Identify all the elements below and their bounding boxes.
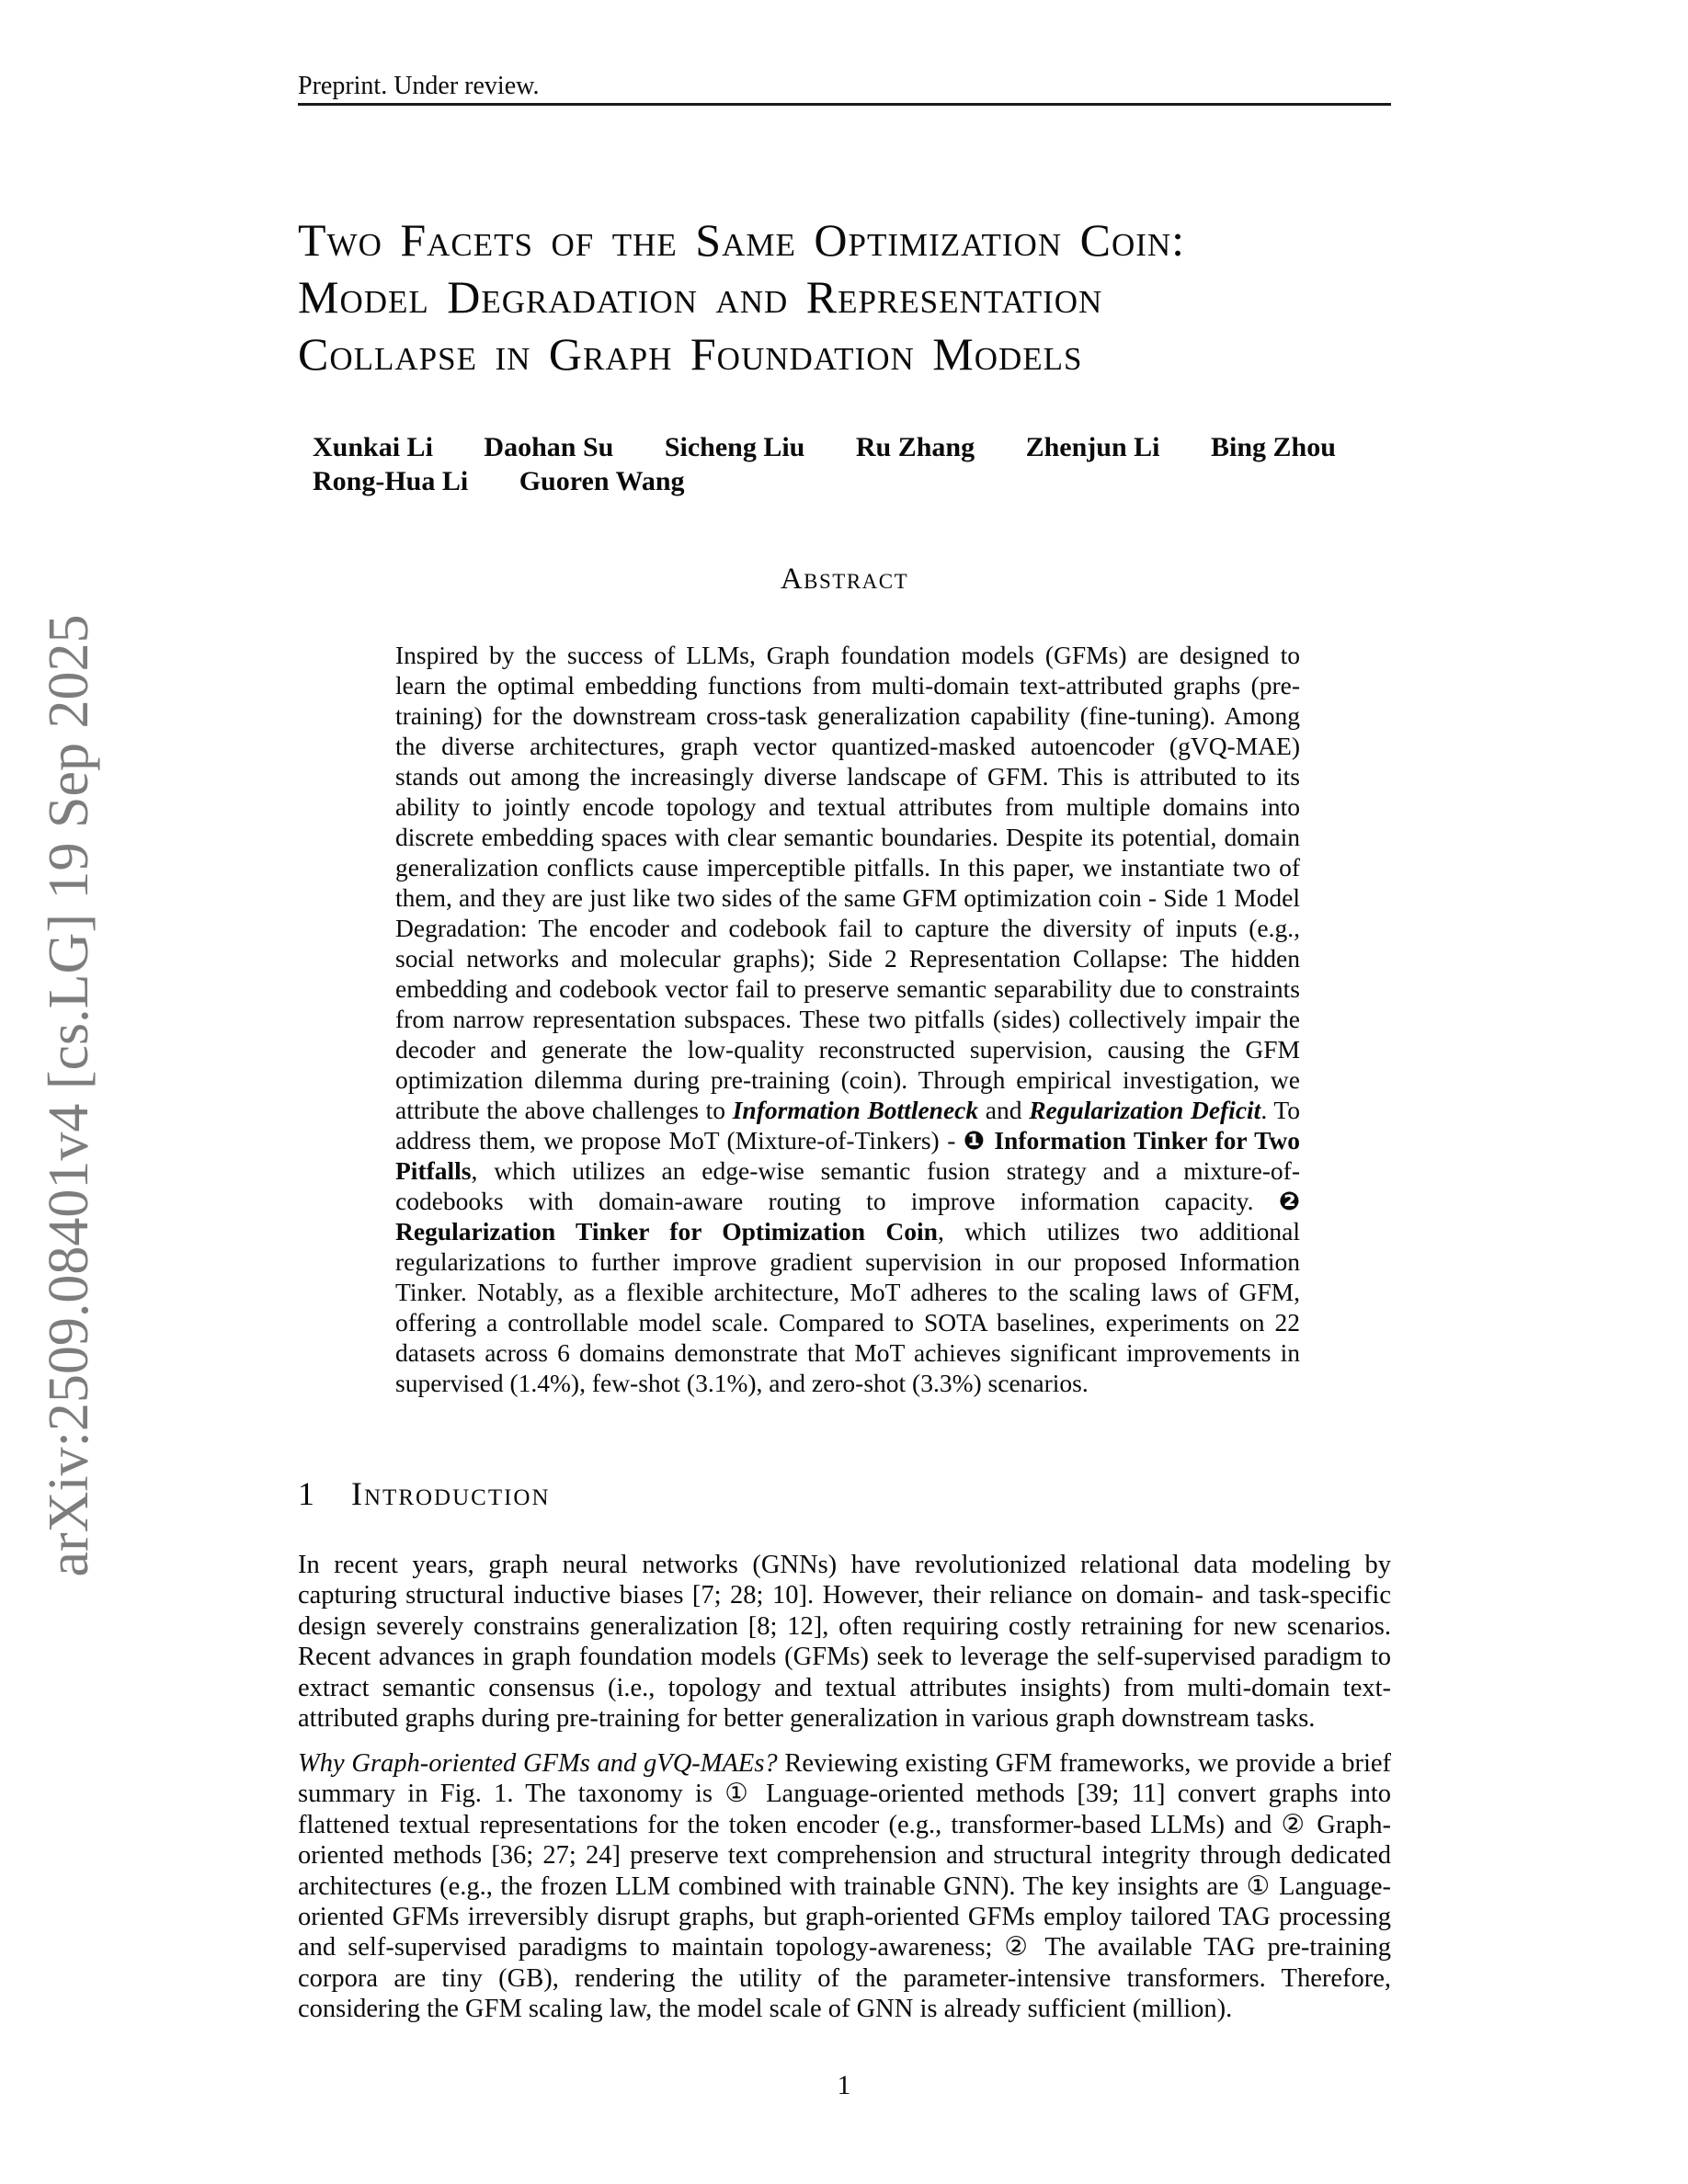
abstract-heading: Abstract: [780, 563, 909, 596]
section-heading-introduction: [298, 1475, 551, 1512]
header-note: Preprint. Under review.: [298, 72, 540, 100]
header-rule: [298, 103, 1391, 106]
author-name-6: Bing Zhou: [1211, 432, 1336, 462]
title-line-1: Two Facets of the Same Optimization Coin:: [298, 214, 1186, 266]
section-title: Introduction: [351, 1475, 551, 1512]
author-row-2: [313, 464, 1397, 498]
author-block: [313, 430, 1397, 498]
title-line-2: Model Degradation and Representation: [298, 271, 1103, 323]
author-name-2: Daohan Su: [484, 432, 614, 462]
abstract-text: Inspired by the success of LLMs, Graph foundation models (GFMs) are designed to learn the optimal embedding functions from multi-domain text-attributed graphs (pre-training) for the downstream cross-task generalization capability (fine-tuning). Among the diverse architectures, graph vector quantized-masked autoencoder (gVQ-MAE) stands out among the increasingly diverse landscape of GFM. This is attributed to its ability to jointly encode topology and textual attributes from multiple domains into discrete embedding spaces with clear semantic boundaries. Despite its potential, domain generalization conflicts cause imperceptible pitfalls. In this paper, we instantiate two of them, and they are just like two sides of the same GFM optimization coin - Side 1 Model Degradation: The encoder and codebook fail to capture the diversity of inputs (e.g., social networks and molecular graphs); Side 2 Representation Collapse: The hidden embedding and codebook vector fail to preserve semantic separability due to constraints from narrow representation subspaces. These two pitfalls (sides) collectively impair the decoder and generate the low-quality reconstructed supervision, causing the GFM optimization dilemma during pre-training (coin). Through empirical investigation, we attribute the above challenges to Information Bottleneck and Regularization Deficit. To address them, we propose MoT (Mixture-of-Tinkers) - ❶ Information Tinker for Two Pitfalls, which utilizes an edge-wise semantic fusion strategy and a mixture-of-codebooks with domain-aware routing to improve information capacity. ❷ Regularization Tinker for Optimization Coin, which utilizes two additional regularizations to further improve gradient supervision in our proposed Information Tinker. Notably, as a flexible architecture, MoT adheres to the scaling laws of GFM, offering a controllable model scale. Compared to SOTA baselines, experiments on 22 datasets across 6 domains demonstrate that MoT achieves significant improvements in supervised (1.4%), few-shot (3.1%), and zero-shot (3.3%) scenarios.: [395, 641, 1300, 1397]
section-number: 1: [298, 1475, 314, 1512]
author-name-7: Rong-Hua Li: [313, 466, 469, 496]
author-name-3: Sicheng Liu: [664, 432, 805, 462]
intro-paragraph-1: In recent years, graph neural networks (GNNs) have revolutionized relational data modeling by capturing structural inductive biases [7; 28; 10]. However, their reliance on domain- and task-specific design severely constrains generalization [8; 12], often requiring costly retraining for new scenarios. Recent advances in graph foundation models (GFMs) seek to leverage the self-supervised paradigm to extract semantic consensus (i.e., topology and textual attributes insights) from multi-domain text-attributed graphs during pre-training for better generalization in various graph downstream tasks.: [298, 1551, 1391, 1734]
author-name-8: Guoren Wang: [519, 466, 685, 496]
intro-paragraph-2: Why Graph-oriented GFMs and gVQ-MAEs? Reviewing existing GFM frameworks, we provide a brief summary in Fig. 1. The taxonomy is ① Language-oriented methods [39; 11] convert graphs into flattened textual representations for the token encoder (e.g., transformer-based LLMs) and ② Graph-oriented methods [36; 27; 24] preserve text comprehension and structural integrity through dedicated architectures (e.g., the frozen LLM combined with trainable GNN). The key insights are ① Language-oriented GFMs irreversibly disrupt graphs, but graph-oriented GFMs employ tailored TAG processing and self-supervised paradigms to maintain topology-awareness; ② The available TAG pre-training corpora are tiny (GB), rendering the utility of the parameter-intensive transformers. Therefore, considering the GFM scaling law, the model scale of GNN is already sufficient (million).: [298, 1749, 1391, 2024]
arxiv-watermark: arXiv:2509.08401v4 [cs.LG] 19 Sep 2025: [38, 614, 100, 1577]
paper-title: [298, 211, 1456, 382]
author-name-5: Zhenjun Li: [1025, 432, 1160, 462]
author-row-1: [313, 430, 1397, 464]
author-name-4: Ru Zhang: [855, 432, 975, 462]
title-line-3: Collapse in Graph Foundation Models: [298, 328, 1083, 380]
author-name-1: Xunkai Li: [313, 432, 433, 462]
page-number: 1: [837, 2070, 851, 2100]
